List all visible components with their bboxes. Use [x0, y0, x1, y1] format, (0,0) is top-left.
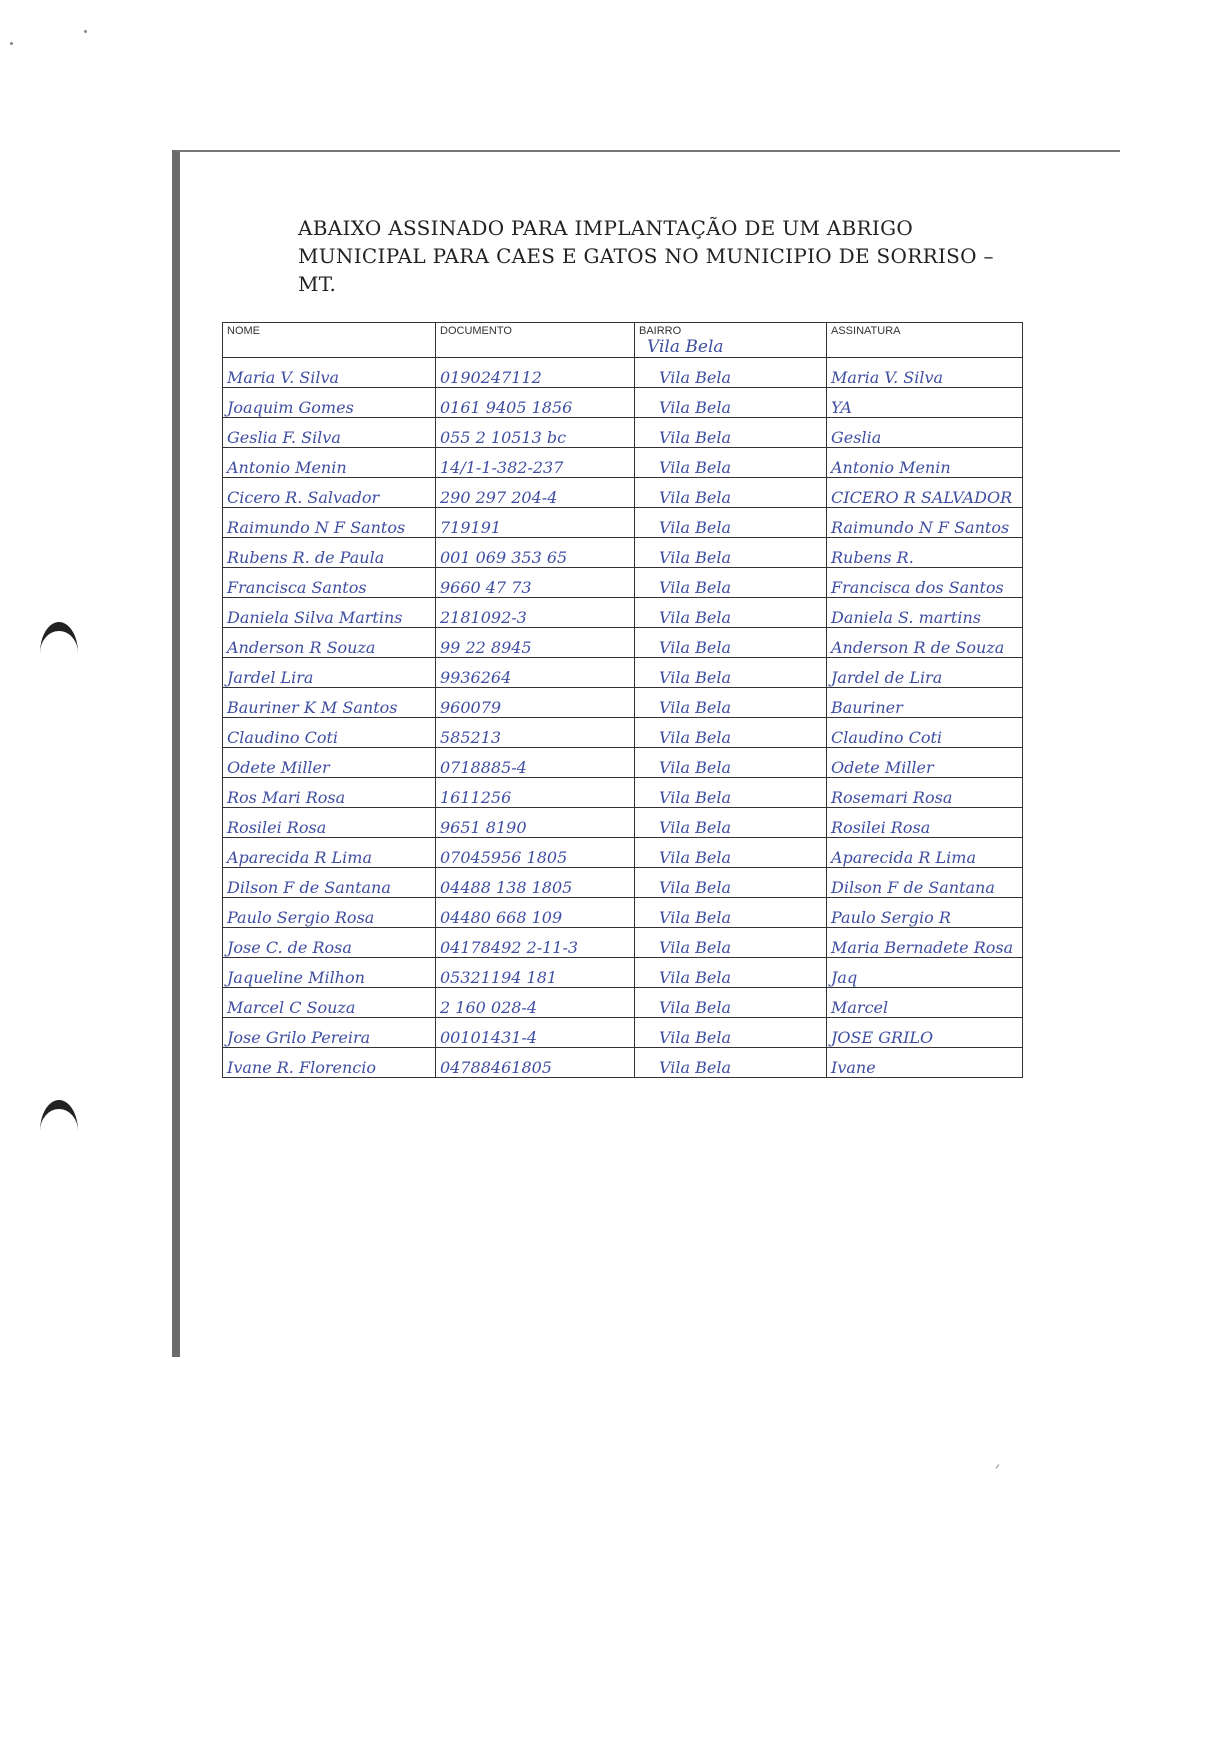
- table-row: [223, 658, 1023, 688]
- cell-assinatura: Jardel de Lira: [827, 658, 1023, 688]
- table-row: [223, 838, 1023, 868]
- table-row: [223, 388, 1023, 418]
- cell-assinatura: CICERO R SALVADOR: [827, 478, 1023, 508]
- cell-documento: 14/1-1-382-237: [436, 448, 635, 478]
- cell-nome: Daniela Silva Martins: [223, 598, 436, 628]
- cell-assinatura: Maria Bernadete Rosa: [827, 928, 1023, 958]
- cell-assinatura: Rosemari Rosa: [827, 778, 1023, 808]
- title-line: MT.: [298, 272, 337, 296]
- cell-nome: Odete Miller: [223, 748, 436, 778]
- cell-bairro: Vila Bela: [635, 628, 827, 658]
- cell-documento: 04788461805: [436, 1048, 635, 1078]
- table-row: [223, 538, 1023, 568]
- table-row: [223, 688, 1023, 718]
- cell-bairro: Vila Bela: [635, 1048, 827, 1078]
- table-row: [223, 988, 1023, 1018]
- cell-nome: Antonio Menin: [223, 448, 436, 478]
- header-bairro-label: BAIRRO: [639, 325, 682, 337]
- cell-bairro: Vila Bela: [635, 748, 827, 778]
- scan-speck: [10, 42, 13, 45]
- table-row: [223, 1018, 1023, 1048]
- cell-documento: 960079: [436, 688, 635, 718]
- cell-documento: 99 22 8945: [436, 628, 635, 658]
- table-row: [223, 868, 1023, 898]
- punch-hole-mark: [40, 1100, 78, 1131]
- cell-documento: 07045956 1805: [436, 838, 635, 868]
- cell-bairro: Vila Bela: [635, 508, 827, 538]
- table-row: [223, 748, 1023, 778]
- cell-assinatura: Aparecida R Lima: [827, 838, 1023, 868]
- cell-assinatura: Francisca dos Santos: [827, 568, 1023, 598]
- cell-bairro: Vila Bela: [635, 568, 827, 598]
- cell-nome: Marcel C Souza: [223, 988, 436, 1018]
- petition-title: [298, 214, 994, 298]
- cell-assinatura: Paulo Sergio R: [827, 898, 1023, 928]
- cell-documento: 04178492 2-11-3: [436, 928, 635, 958]
- scan-pen-mark: ᐟ: [995, 1462, 1001, 1476]
- cell-bairro: Vila Bela: [635, 388, 827, 418]
- cell-assinatura: Jaq: [827, 958, 1023, 988]
- table-header-row: [223, 323, 1023, 358]
- header-nome: NOME: [223, 323, 436, 358]
- cell-bairro: Vila Bela: [635, 718, 827, 748]
- title-line: ABAIXO ASSINADO PARA IMPLANTAÇÃO DE UM ABRIGO: [298, 216, 914, 240]
- cell-nome: Ros Mari Rosa: [223, 778, 436, 808]
- header-bairro: [635, 323, 827, 358]
- cell-assinatura: Daniela S. martins: [827, 598, 1023, 628]
- cell-documento: 001 069 353 65: [436, 538, 635, 568]
- cell-assinatura: Bauriner: [827, 688, 1023, 718]
- table-row: [223, 898, 1023, 928]
- cell-documento: 05321194 181: [436, 958, 635, 988]
- cell-nome: Cicero R. Salvador: [223, 478, 436, 508]
- cell-documento: 585213: [436, 718, 635, 748]
- table-row: [223, 568, 1023, 598]
- table-row: [223, 598, 1023, 628]
- cell-documento: 2 160 028-4: [436, 988, 635, 1018]
- cell-assinatura: Dilson F de Santana: [827, 868, 1023, 898]
- cell-nome: Bauriner K M Santos: [223, 688, 436, 718]
- cell-bairro: Vila Bela: [635, 658, 827, 688]
- cell-documento: 055 2 10513 bc: [436, 418, 635, 448]
- cell-assinatura: Marcel: [827, 988, 1023, 1018]
- cell-documento: 1611256: [436, 778, 635, 808]
- cell-documento: 9651 8190: [436, 808, 635, 838]
- cell-bairro: Vila Bela: [635, 448, 827, 478]
- cell-bairro: Vila Bela: [635, 868, 827, 898]
- cell-documento: 9936264: [436, 658, 635, 688]
- cell-documento: 04480 668 109: [436, 898, 635, 928]
- cell-bairro: Vila Bela: [635, 778, 827, 808]
- cell-assinatura: Ivane: [827, 1048, 1023, 1078]
- cell-nome: Francisca Santos: [223, 568, 436, 598]
- cell-assinatura: JOSE GRILO: [827, 1018, 1023, 1048]
- title-line: MUNICIPAL PARA CAES E GATOS NO MUNICIPIO DE SORRISO –: [298, 244, 994, 268]
- cell-nome: Ivane R. Florencio: [223, 1048, 436, 1078]
- cell-documento: 04488 138 1805: [436, 868, 635, 898]
- cell-assinatura: Odete Miller: [827, 748, 1023, 778]
- cell-assinatura: YA: [827, 388, 1023, 418]
- table-row: [223, 508, 1023, 538]
- table-row: [223, 448, 1023, 478]
- cell-bairro: Vila Bela: [635, 928, 827, 958]
- cell-documento: 0718885-4: [436, 748, 635, 778]
- cell-nome: Rubens R. de Paula: [223, 538, 436, 568]
- cell-nome: Raimundo N F Santos: [223, 508, 436, 538]
- cell-bairro: Vila Bela: [635, 358, 827, 388]
- cell-bairro: Vila Bela: [635, 598, 827, 628]
- cell-nome: Claudino Coti: [223, 718, 436, 748]
- cell-documento: 2181092-3: [436, 598, 635, 628]
- cell-assinatura: Geslia: [827, 418, 1023, 448]
- cell-assinatura: Raimundo N F Santos: [827, 508, 1023, 538]
- cell-assinatura: Antonio Menin: [827, 448, 1023, 478]
- cell-nome: Rosilei Rosa: [223, 808, 436, 838]
- cell-documento: 0190247112: [436, 358, 635, 388]
- header-assinatura: ASSINATURA: [827, 323, 1023, 358]
- cell-nome: Aparecida R Lima: [223, 838, 436, 868]
- cell-documento: 9660 47 73: [436, 568, 635, 598]
- cell-bairro: Vila Bela: [635, 478, 827, 508]
- cell-nome: Jose C. de Rosa: [223, 928, 436, 958]
- cell-documento: 00101431-4: [436, 1018, 635, 1048]
- table-row: [223, 478, 1023, 508]
- cell-documento: 719191: [436, 508, 635, 538]
- table-row: [223, 358, 1023, 388]
- cell-nome: Jardel Lira: [223, 658, 436, 688]
- cell-bairro: Vila Bela: [635, 838, 827, 868]
- cell-bairro: Vila Bela: [635, 688, 827, 718]
- table-row: [223, 418, 1023, 448]
- cell-assinatura: Rosilei Rosa: [827, 808, 1023, 838]
- header-bairro-handwritten: Vila Bela: [647, 337, 724, 357]
- table-row: [223, 628, 1023, 658]
- signature-table: [222, 322, 1023, 1078]
- cell-nome: Anderson R Souza: [223, 628, 436, 658]
- cell-assinatura: Anderson R de Souza: [827, 628, 1023, 658]
- cell-bairro: Vila Bela: [635, 988, 827, 1018]
- table-row: [223, 718, 1023, 748]
- cell-assinatura: Claudino Coti: [827, 718, 1023, 748]
- punch-hole-mark: [40, 622, 78, 653]
- cell-bairro: Vila Bela: [635, 1018, 827, 1048]
- cell-assinatura: Maria V. Silva: [827, 358, 1023, 388]
- cell-nome: Jaqueline Milhon: [223, 958, 436, 988]
- table-row: [223, 958, 1023, 988]
- cell-bairro: Vila Bela: [635, 808, 827, 838]
- scan-speck: [84, 30, 87, 33]
- cell-nome: Dilson F de Santana: [223, 868, 436, 898]
- cell-bairro: Vila Bela: [635, 898, 827, 928]
- cell-bairro: Vila Bela: [635, 538, 827, 568]
- cell-documento: 290 297 204-4: [436, 478, 635, 508]
- table-row: [223, 778, 1023, 808]
- cell-documento: 0161 9405 1856: [436, 388, 635, 418]
- cell-assinatura: Rubens R.: [827, 538, 1023, 568]
- header-documento: DOCUMENTO: [436, 323, 635, 358]
- petition-sheet: [172, 150, 1120, 1476]
- cell-nome: Jose Grilo Pereira: [223, 1018, 436, 1048]
- cell-nome: Geslia F. Silva: [223, 418, 436, 448]
- cell-nome: Maria V. Silva: [223, 358, 436, 388]
- table-row: [223, 808, 1023, 838]
- table-row: [223, 928, 1023, 958]
- cell-nome: Paulo Sergio Rosa: [223, 898, 436, 928]
- cell-nome: Joaquim Gomes: [223, 388, 436, 418]
- table-row: [223, 1048, 1023, 1078]
- cell-bairro: Vila Bela: [635, 958, 827, 988]
- cell-bairro: Vila Bela: [635, 418, 827, 448]
